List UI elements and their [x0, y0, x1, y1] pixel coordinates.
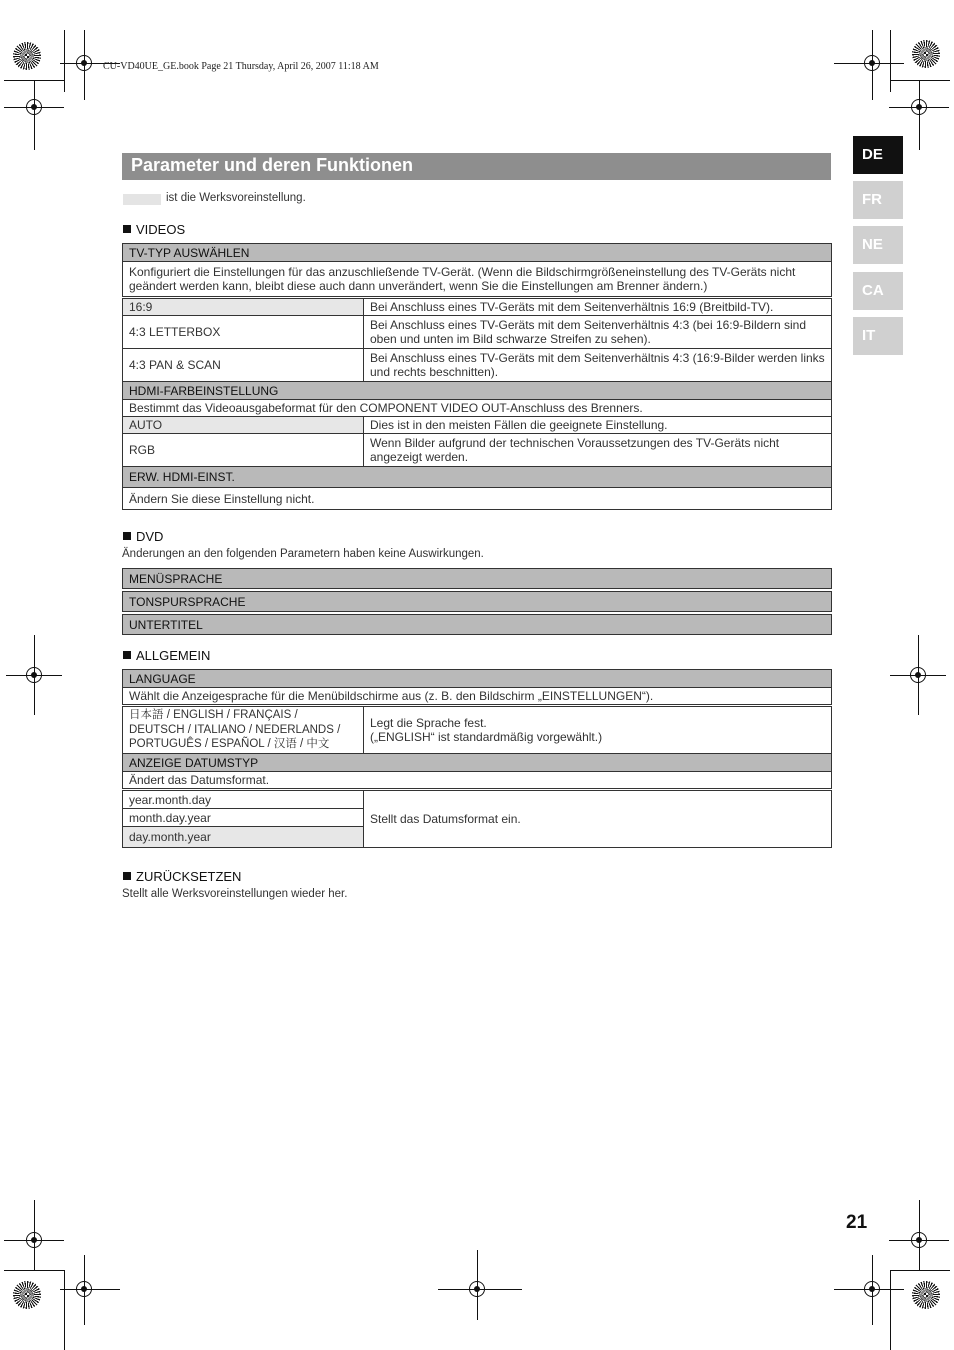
file-header: CU-VD40UE_GE.book Page 21 Thursday, April 26, 2007 11:18 AM	[103, 61, 379, 72]
crop-mark-mid-right	[884, 630, 954, 720]
dvd-note: Änderungen an den folgenden Parametern haben keine Auswirkungen.	[122, 548, 484, 560]
crop-mark-top-right	[834, 0, 954, 150]
tab-ca[interactable]: CA	[853, 272, 903, 310]
crop-mark-bottom-left	[0, 1200, 130, 1350]
square-bullet-icon	[123, 651, 131, 659]
option-rgb-text: Wenn Bilder aufgrund der technischen Voraussetzungen des TV-Geräts nicht angezeigt werden.	[364, 434, 832, 467]
section-reset: ZURÜCKSETZEN	[123, 869, 241, 884]
dvd-item-menu-language: MENÜSPRACHE	[123, 569, 832, 589]
tab-ne[interactable]: NE	[853, 226, 903, 264]
option-16-9-text: Bei Anschluss eines TV-Geräts mit dem Seitenverhältnis 16:9 (Breitbild-TV).	[364, 299, 832, 316]
crop-mark-bottom-center	[430, 1250, 530, 1320]
tab-it[interactable]: IT	[853, 317, 903, 355]
crop-mark-mid-left	[0, 630, 70, 720]
date-option-mdy: month.day.year	[123, 809, 364, 827]
section-dvd: DVD	[123, 529, 163, 544]
page-title: Parameter und deren Funktionen	[131, 155, 414, 175]
tv-type-desc: Konfiguriert die Einstellungen für das anzuschließende TV-Gerät. (Wenn die Bildschirmgrößeneinstellung des TV-Geräts nicht geändert werden kann, bleibt diese auch dann unverändert, wenn Sie die Einstellungen am Brenner ändern.)	[123, 262, 832, 297]
option-letterbox-text: Bei Anschluss eines TV-Geräts mit dem Seitenverhältnis 4:3 (bei 16:9-Bildern sind oben und unten im Bild schwarze Streifen zu sehen).	[364, 316, 832, 349]
section-allgemein: ALLGEMEIN	[123, 648, 210, 663]
reset-desc: Stellt alle Werksvoreinstellungen wieder her.	[122, 888, 348, 900]
tab-de[interactable]: DE	[853, 136, 903, 174]
language-options-text: Legt die Sprache fest. („ENGLISH“ ist standardmäßig vorgewählt.)	[364, 707, 832, 754]
hdmi-color-desc: Bestimmt das Videoausgabeformat für den COMPONENT VIDEO OUT-Anschluss des Brenners.	[123, 400, 832, 417]
option-auto: AUTO	[123, 417, 364, 434]
option-auto-text: Dies ist in den meisten Fällen die geeignete Einstellung.	[364, 417, 832, 434]
dvd-item-audio-language: TONSPURSPRACHE	[123, 592, 832, 612]
date-option-dmy: day.month.year	[123, 827, 364, 848]
crop-mark-top-left	[0, 0, 120, 150]
page-title-bar	[122, 153, 831, 180]
option-pan-scan-text: Bei Anschluss eines TV-Geräts mit dem Seitenverhältnis 4:3 (16:9-Bilder werden links und rechts beschnitten).	[364, 349, 832, 382]
videos-table	[122, 243, 832, 510]
legend-text: ist die Werksvoreinstellung.	[166, 192, 306, 204]
option-rgb: RGB	[123, 434, 364, 467]
option-16-9: 16:9	[123, 299, 364, 316]
date-options-text: Stellt das Datumsformat ein.	[364, 791, 832, 848]
square-bullet-icon	[123, 225, 131, 233]
section-videos: VIDEOS	[123, 222, 185, 237]
option-pan-scan: 4:3 PAN & SCAN	[123, 349, 364, 382]
option-letterbox: 4:3 LETTERBOX	[123, 316, 364, 349]
dvd-table	[122, 568, 832, 635]
date-type-desc: Ändert das Datumsformat.	[123, 772, 832, 789]
page-number: 21	[846, 1212, 868, 1233]
date-type-head: ANZEIGE DATUMSTYP	[123, 754, 832, 772]
dvd-item-subtitle: UNTERTITEL	[123, 615, 832, 635]
tv-type-head: TV-TYP AUSWÄHLEN	[123, 244, 832, 262]
language-head: LANGUAGE	[123, 670, 832, 688]
erw-hdmi-desc: Ändern Sie diese Einstellung nicht.	[123, 488, 832, 510]
date-option-ymd: year.month.day	[123, 791, 364, 809]
square-bullet-icon	[123, 532, 131, 540]
tab-fr[interactable]: FR	[853, 181, 903, 219]
language-desc: Wählt die Anzeigesprache für die Menübildschirme aus (z. B. den Bildschirm „EINSTELLUNGEN“).	[123, 688, 832, 705]
default-setting-swatch	[123, 194, 161, 205]
erw-hdmi-head: ERW. HDMI-EINST.	[123, 467, 832, 488]
hdmi-color-head: HDMI-FARBEINSTELLUNG	[123, 382, 832, 400]
allgemein-table	[122, 669, 832, 848]
square-bullet-icon	[123, 872, 131, 880]
language-options: 日本語 / ENGLISH / FRANÇAIS / DEUTSCH / ITALIANO / NEDERLANDS / PORTUGUÊS / ESPAÑOL / 汉语 / 中文	[123, 707, 364, 754]
